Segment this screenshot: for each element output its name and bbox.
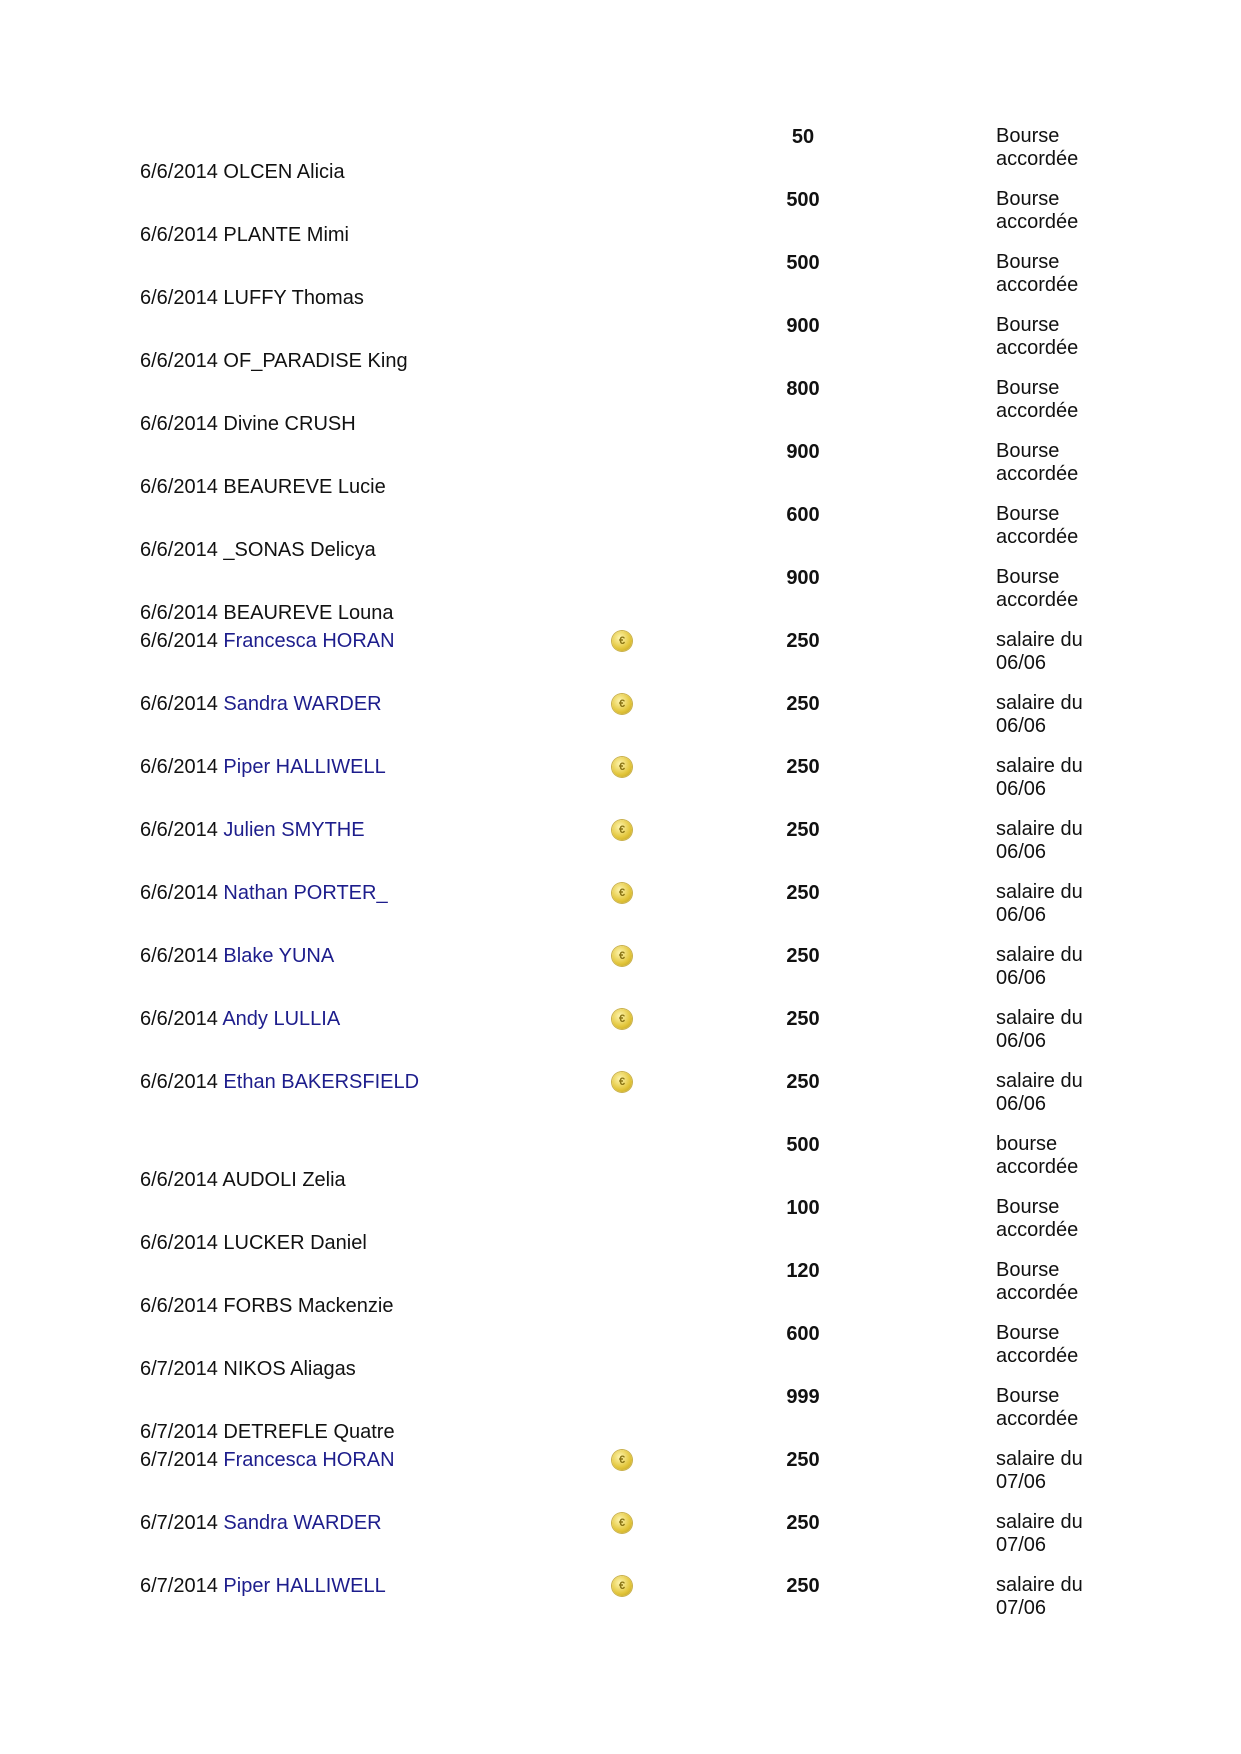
person-name: FORBS Mackenzie [223,1295,394,1317]
amount: 100 [786,1197,820,1219]
status-line: accordée [996,211,1079,233]
status-text [996,1511,1136,1557]
status-text [996,503,1136,549]
status-line: accordée [996,274,1079,296]
entry-date: 6/6/2014 [140,819,218,841]
person-link[interactable]: Nathan PORTER_ [223,882,388,904]
person-name: LUCKER Daniel [223,1232,367,1254]
euro-coin-icon: € [612,694,632,714]
euro-coin-icon: € [612,1009,632,1029]
entry-name [140,1420,395,1444]
person-link[interactable]: Piper HALLIWELL [223,1575,386,1597]
entry-date: 6/6/2014 [140,287,218,309]
euro-coin-icon: € [612,1450,632,1470]
amount: 250 [786,1449,820,1471]
status-line: salaire du [996,629,1083,651]
status-text [996,629,1136,675]
entry-date: 6/6/2014 [140,413,218,435]
status-line: Bourse [996,1322,1060,1344]
status-line: salaire du [996,1448,1083,1470]
entry-name [140,601,394,625]
amount: 250 [786,945,820,967]
amount: 250 [786,1512,820,1534]
entry-name [140,818,365,842]
entry-name [140,881,388,905]
entry-date: 6/6/2014 [140,602,218,624]
entry-name [140,1070,419,1094]
person-name: OF_PARADISE King [223,350,408,372]
status-line: salaire du [996,881,1083,903]
amount: 500 [786,1134,820,1156]
amount: 250 [786,1008,820,1030]
amount: 800 [786,378,820,400]
amount: 900 [786,567,820,589]
entry-name [140,1511,382,1535]
euro-coin-icon: € [612,1513,632,1533]
amount: 250 [786,819,820,841]
list-item [0,944,1241,1007]
list-item [0,314,1241,377]
status-text [996,1448,1136,1494]
status-line: salaire du [996,818,1083,840]
status-line: accordée [996,148,1079,170]
entry-name [140,160,345,184]
person-link[interactable]: Blake YUNA [223,945,335,967]
euro-coin-icon: € [612,883,632,903]
entry-date: 6/7/2014 [140,1358,218,1380]
status-line: salaire du [996,1070,1083,1092]
list-item [0,1259,1241,1322]
status-line: accordée [996,337,1079,359]
status-text [996,314,1136,360]
entry-date: 6/6/2014 [140,224,218,246]
amount: 500 [786,252,820,274]
status-text [996,692,1136,738]
status-line: accordée [996,1219,1079,1241]
amount: 250 [786,1575,820,1597]
status-line: accordée [996,463,1079,485]
status-line: 07/06 [996,1534,1047,1556]
euro-coin-icon: € [612,1072,632,1092]
status-line: Bourse [996,440,1060,462]
list-item [0,377,1241,440]
status-line: Bourse [996,566,1060,588]
list-item [0,1322,1241,1385]
status-line: Bourse [996,125,1060,147]
entry-name [140,1294,393,1318]
person-name: LUFFY Thomas [223,287,364,309]
status-line: 06/06 [996,652,1047,674]
entry-name [140,349,408,373]
entry-name [140,1357,356,1381]
status-line: 07/06 [996,1597,1047,1619]
status-text [996,440,1136,486]
entry-name [140,629,395,653]
status-line: salaire du [996,692,1083,714]
status-line: accordée [996,1408,1079,1430]
status-line: Bourse [996,377,1060,399]
status-line: accordée [996,1345,1079,1367]
entry-date: 6/6/2014 [140,630,218,652]
euro-coin-icon: € [612,820,632,840]
status-line: salaire du [996,944,1083,966]
status-text [996,1259,1136,1305]
person-name: _SONAS Delicya [223,539,376,561]
status-line: salaire du [996,1511,1083,1533]
amount: 250 [786,756,820,778]
status-text [996,1133,1136,1179]
entry-date: 6/6/2014 [140,350,218,372]
entry-date: 6/7/2014 [140,1575,218,1597]
euro-coin-icon: € [612,631,632,651]
status-line: Bourse [996,188,1060,210]
entry-name [140,538,376,562]
list-item [0,1574,1241,1637]
entry-name [140,286,364,310]
amount: 500 [786,189,820,211]
person-link[interactable]: Julien SMYTHE [223,819,365,841]
euro-coin-icon: € [612,757,632,777]
status-text [996,566,1136,612]
list-item [0,1448,1241,1511]
entry-date: 6/6/2014 [140,161,218,183]
list-item [0,440,1241,503]
person-name: DETREFLE Quatre [223,1421,395,1443]
list-item [0,566,1241,629]
person-name: PLANTE Mimi [223,224,349,246]
status-line: accordée [996,526,1079,548]
list-item [0,125,1241,188]
list-item [0,818,1241,881]
person-link[interactable]: Ethan BAKERSFIELD [223,1071,420,1093]
status-line: 06/06 [996,715,1047,737]
entry-date: 6/6/2014 [140,1232,218,1254]
status-line: bourse [996,1133,1058,1155]
entry-name [140,1168,346,1192]
person-name: NIKOS Aliagas [223,1358,356,1380]
status-text [996,1007,1136,1053]
status-text [996,1322,1136,1368]
status-line: 06/06 [996,967,1047,989]
status-line: accordée [996,1156,1079,1178]
list-item [0,629,1241,692]
list-item [0,1511,1241,1574]
amount: 250 [786,693,820,715]
status-line: Bourse [996,314,1060,336]
amount: 900 [786,441,820,463]
euro-coin-icon: € [612,1576,632,1596]
status-line: salaire du [996,1007,1083,1029]
status-line: accordée [996,589,1079,611]
amount: 600 [786,1323,820,1345]
person-link[interactable]: Sandra WARDER [223,693,382,715]
status-line: 06/06 [996,1093,1047,1115]
person-link[interactable]: Sandra WARDER [223,1512,382,1534]
entry-name [140,475,386,499]
status-line: Bourse [996,503,1060,525]
amount: 250 [786,1071,820,1093]
amount: 120 [786,1260,820,1282]
status-line: Bourse [996,1385,1060,1407]
status-text [996,818,1136,864]
list-item [0,1007,1241,1070]
entry-name [140,1448,395,1472]
status-line: salaire du [996,755,1083,777]
list-item [0,188,1241,251]
person-name: BEAUREVE Louna [223,602,394,624]
status-line: Bourse [996,1196,1060,1218]
status-text [996,377,1136,423]
entry-name [140,1574,386,1598]
status-text [996,188,1136,234]
entry-date: 6/7/2014 [140,1512,218,1534]
status-line: Bourse [996,1259,1060,1281]
list-item [0,503,1241,566]
list-item [0,881,1241,944]
status-text [996,251,1136,297]
entry-name [140,412,356,436]
amount: 250 [786,630,820,652]
entry-name [140,223,349,247]
person-link[interactable]: Francesca HORAN [223,630,395,652]
euro-coin-icon: € [612,946,632,966]
person-name: BEAUREVE Lucie [223,476,386,498]
entry-name [140,1007,340,1031]
status-text [996,1385,1136,1431]
status-line: accordée [996,400,1079,422]
amount: 600 [786,504,820,526]
entry-date: 6/6/2014 [140,1295,218,1317]
amount: 900 [786,315,820,337]
status-line: 07/06 [996,1471,1047,1493]
person-name: OLCEN Alicia [223,161,345,183]
entry-date: 6/6/2014 [140,1169,218,1191]
status-line: 06/06 [996,904,1047,926]
list-item [0,692,1241,755]
entry-date: 6/6/2014 [140,693,218,715]
entry-date: 6/7/2014 [140,1449,218,1471]
entry-date: 6/6/2014 [140,882,218,904]
entry-date: 6/6/2014 [140,1008,218,1030]
amount: 50 [791,126,815,148]
list-item [0,1385,1241,1448]
list-item [0,1133,1241,1196]
entry-name [140,755,386,779]
status-line: accordée [996,1282,1079,1304]
status-line: 06/06 [996,1030,1047,1052]
person-link[interactable]: Andy LULLIA [222,1008,341,1030]
entry-date: 6/6/2014 [140,1071,218,1093]
entry-date: 6/6/2014 [140,539,218,561]
person-name: AUDOLI Zelia [222,1169,346,1191]
status-text [996,125,1136,171]
status-line: 06/06 [996,841,1047,863]
status-text [996,944,1136,990]
status-text [996,1070,1136,1116]
status-text [996,755,1136,801]
person-name: Divine CRUSH [223,413,356,435]
entry-date: 6/6/2014 [140,945,218,967]
status-text [996,881,1136,927]
list-item [0,1196,1241,1259]
entry-date: 6/6/2014 [140,476,218,498]
entry-date: 6/7/2014 [140,1421,218,1443]
person-link[interactable]: Piper HALLIWELL [223,756,386,778]
amount: 250 [786,882,820,904]
status-text [996,1574,1136,1620]
list-item [0,1070,1241,1133]
entry-name [140,1231,367,1255]
list-item [0,251,1241,314]
list-item [0,755,1241,818]
entry-date: 6/6/2014 [140,756,218,778]
status-line: 06/06 [996,778,1047,800]
status-line: salaire du [996,1574,1083,1596]
amount: 999 [786,1386,820,1408]
status-text [996,1196,1136,1242]
entry-name [140,692,382,716]
person-link[interactable]: Francesca HORAN [223,1449,395,1471]
entry-name [140,944,334,968]
status-line: Bourse [996,251,1060,273]
